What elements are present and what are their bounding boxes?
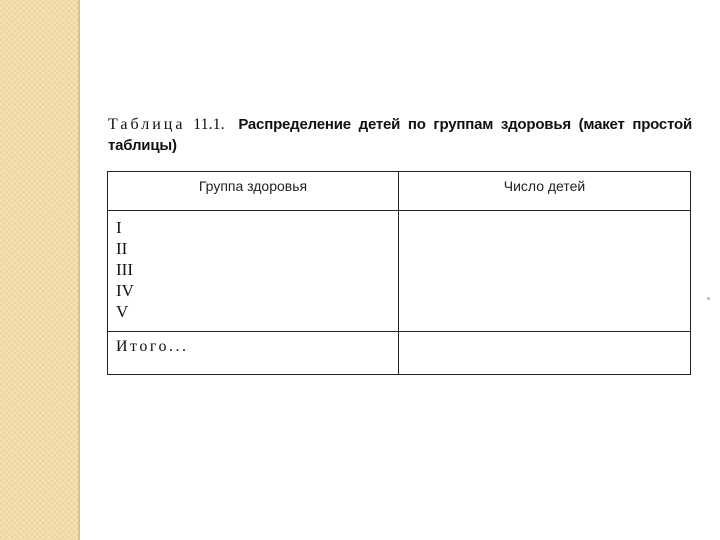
speck: [707, 297, 710, 300]
groups-cell: [108, 211, 399, 332]
table-header-row: [108, 172, 691, 211]
group-label: V: [116, 302, 129, 321]
caption-title: Распределение детей по группам здоровья (макет простой таблицы): [108, 116, 692, 154]
group-label: II: [116, 239, 128, 258]
count-cell-empty: [399, 211, 691, 332]
table-total-row: [108, 332, 691, 375]
header-children-count: Число детей: [399, 172, 691, 211]
group-label: I: [116, 218, 122, 237]
sidebar-edge: [78, 0, 80, 540]
header-health-group: Группа здоровья: [108, 172, 399, 211]
group-label: III: [116, 260, 133, 279]
total-label: Итого...: [108, 332, 399, 375]
group-label: IV: [116, 281, 134, 300]
caption-prefix: Таблица: [108, 116, 186, 133]
total-cell-empty: [399, 332, 691, 375]
decorative-sidebar: [0, 0, 78, 540]
table-caption: [108, 114, 692, 156]
health-groups-table: [107, 171, 691, 375]
table-row: [108, 211, 691, 332]
caption-number: 11.1.: [193, 116, 225, 133]
